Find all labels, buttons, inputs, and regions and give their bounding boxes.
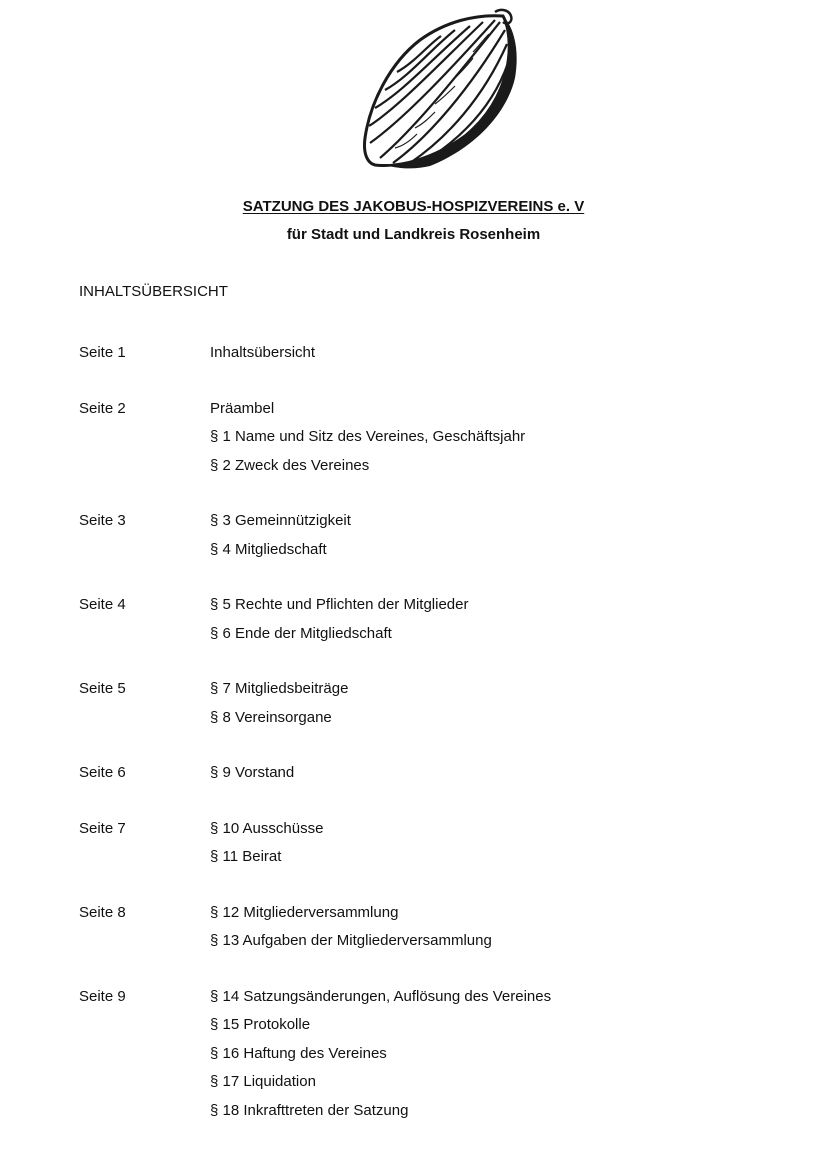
toc-page-label: Seite 1 [79, 344, 126, 361]
toc-page-label: Seite 9 [79, 987, 126, 1005]
toc-entries [210, 815, 779, 872]
toc-group [79, 759, 779, 788]
toc-entries [210, 507, 779, 564]
toc-entry: § 12 Mitgliederversammlung [210, 903, 399, 921]
toc-entry: Präambel [210, 399, 275, 417]
toc-page-label: Seite 7 [79, 819, 126, 837]
toc-page-label: Seite 2 [79, 399, 126, 417]
toc-entry: § 15 Protokolle [210, 1016, 311, 1033]
toc-page-label: Seite 4 [79, 596, 126, 613]
toc-entries [210, 591, 779, 648]
toc-group [79, 815, 779, 872]
table-of-contents [79, 339, 779, 1152]
toc-entries [210, 339, 779, 368]
toc-entries [210, 899, 779, 956]
toc-entry: § 10 Ausschüsse [210, 819, 324, 837]
toc-entry: § 17 Liquidation [210, 1073, 316, 1090]
toc-entry: § 11 Beirat [210, 848, 282, 865]
toc-entry: § 4 Mitgliedschaft [210, 540, 327, 558]
toc-entry: § 7 Mitgliedsbeiträge [210, 680, 349, 697]
toc-entry: § 14 Satzungsänderungen, Auflösung des Vereines [210, 987, 552, 1005]
toc-entries [210, 395, 779, 481]
toc-group [79, 395, 779, 481]
toc-page-label: Seite 5 [79, 680, 126, 697]
toc-entry: § 9 Vorstand [210, 764, 295, 781]
toc-entries [210, 675, 779, 732]
toc-entry: § 6 Ende der Mitgliedschaft [210, 624, 392, 642]
toc-entry: § 18 Inkrafttreten der Satzung [210, 1101, 409, 1119]
toc-entry: § 16 Haftung des Vereines [210, 1044, 387, 1062]
toc-entries [210, 983, 779, 1126]
toc-entry: § 5 Rechte und Pflichten der Mitglieder [210, 596, 469, 613]
toc-group [79, 591, 779, 648]
toc-group [79, 675, 779, 732]
document-title: SATZUNG DES JAKOBUS-HOSPIZVEREINS e. V [242, 198, 585, 215]
toc-page-label: Seite 8 [79, 903, 126, 921]
toc-page-label: Seite 3 [79, 512, 126, 529]
toc-group [79, 339, 779, 368]
scallop-shell-logo [355, 8, 535, 173]
toc-entry: § 2 Zweck des Vereines [210, 456, 370, 474]
toc-entries [210, 759, 779, 788]
toc-page-label: Seite 6 [79, 764, 126, 781]
toc-heading: INHALTSÜBERSICHT [79, 283, 228, 300]
toc-group [79, 899, 779, 956]
toc-entry: Inhaltsübersicht [210, 344, 316, 361]
toc-entry: § 1 Name und Sitz des Vereines, Geschäftsjahr [210, 428, 526, 445]
toc-entry: § 8 Vereinsorgane [210, 708, 332, 726]
document-subtitle: für Stadt und Landkreis Rosenheim [286, 226, 541, 243]
toc-entry: § 3 Gemeinnützigkeit [210, 512, 351, 529]
toc-group [79, 983, 779, 1126]
toc-entry: § 13 Aufgaben der Mitgliederversammlung [210, 932, 492, 949]
toc-group [79, 507, 779, 564]
